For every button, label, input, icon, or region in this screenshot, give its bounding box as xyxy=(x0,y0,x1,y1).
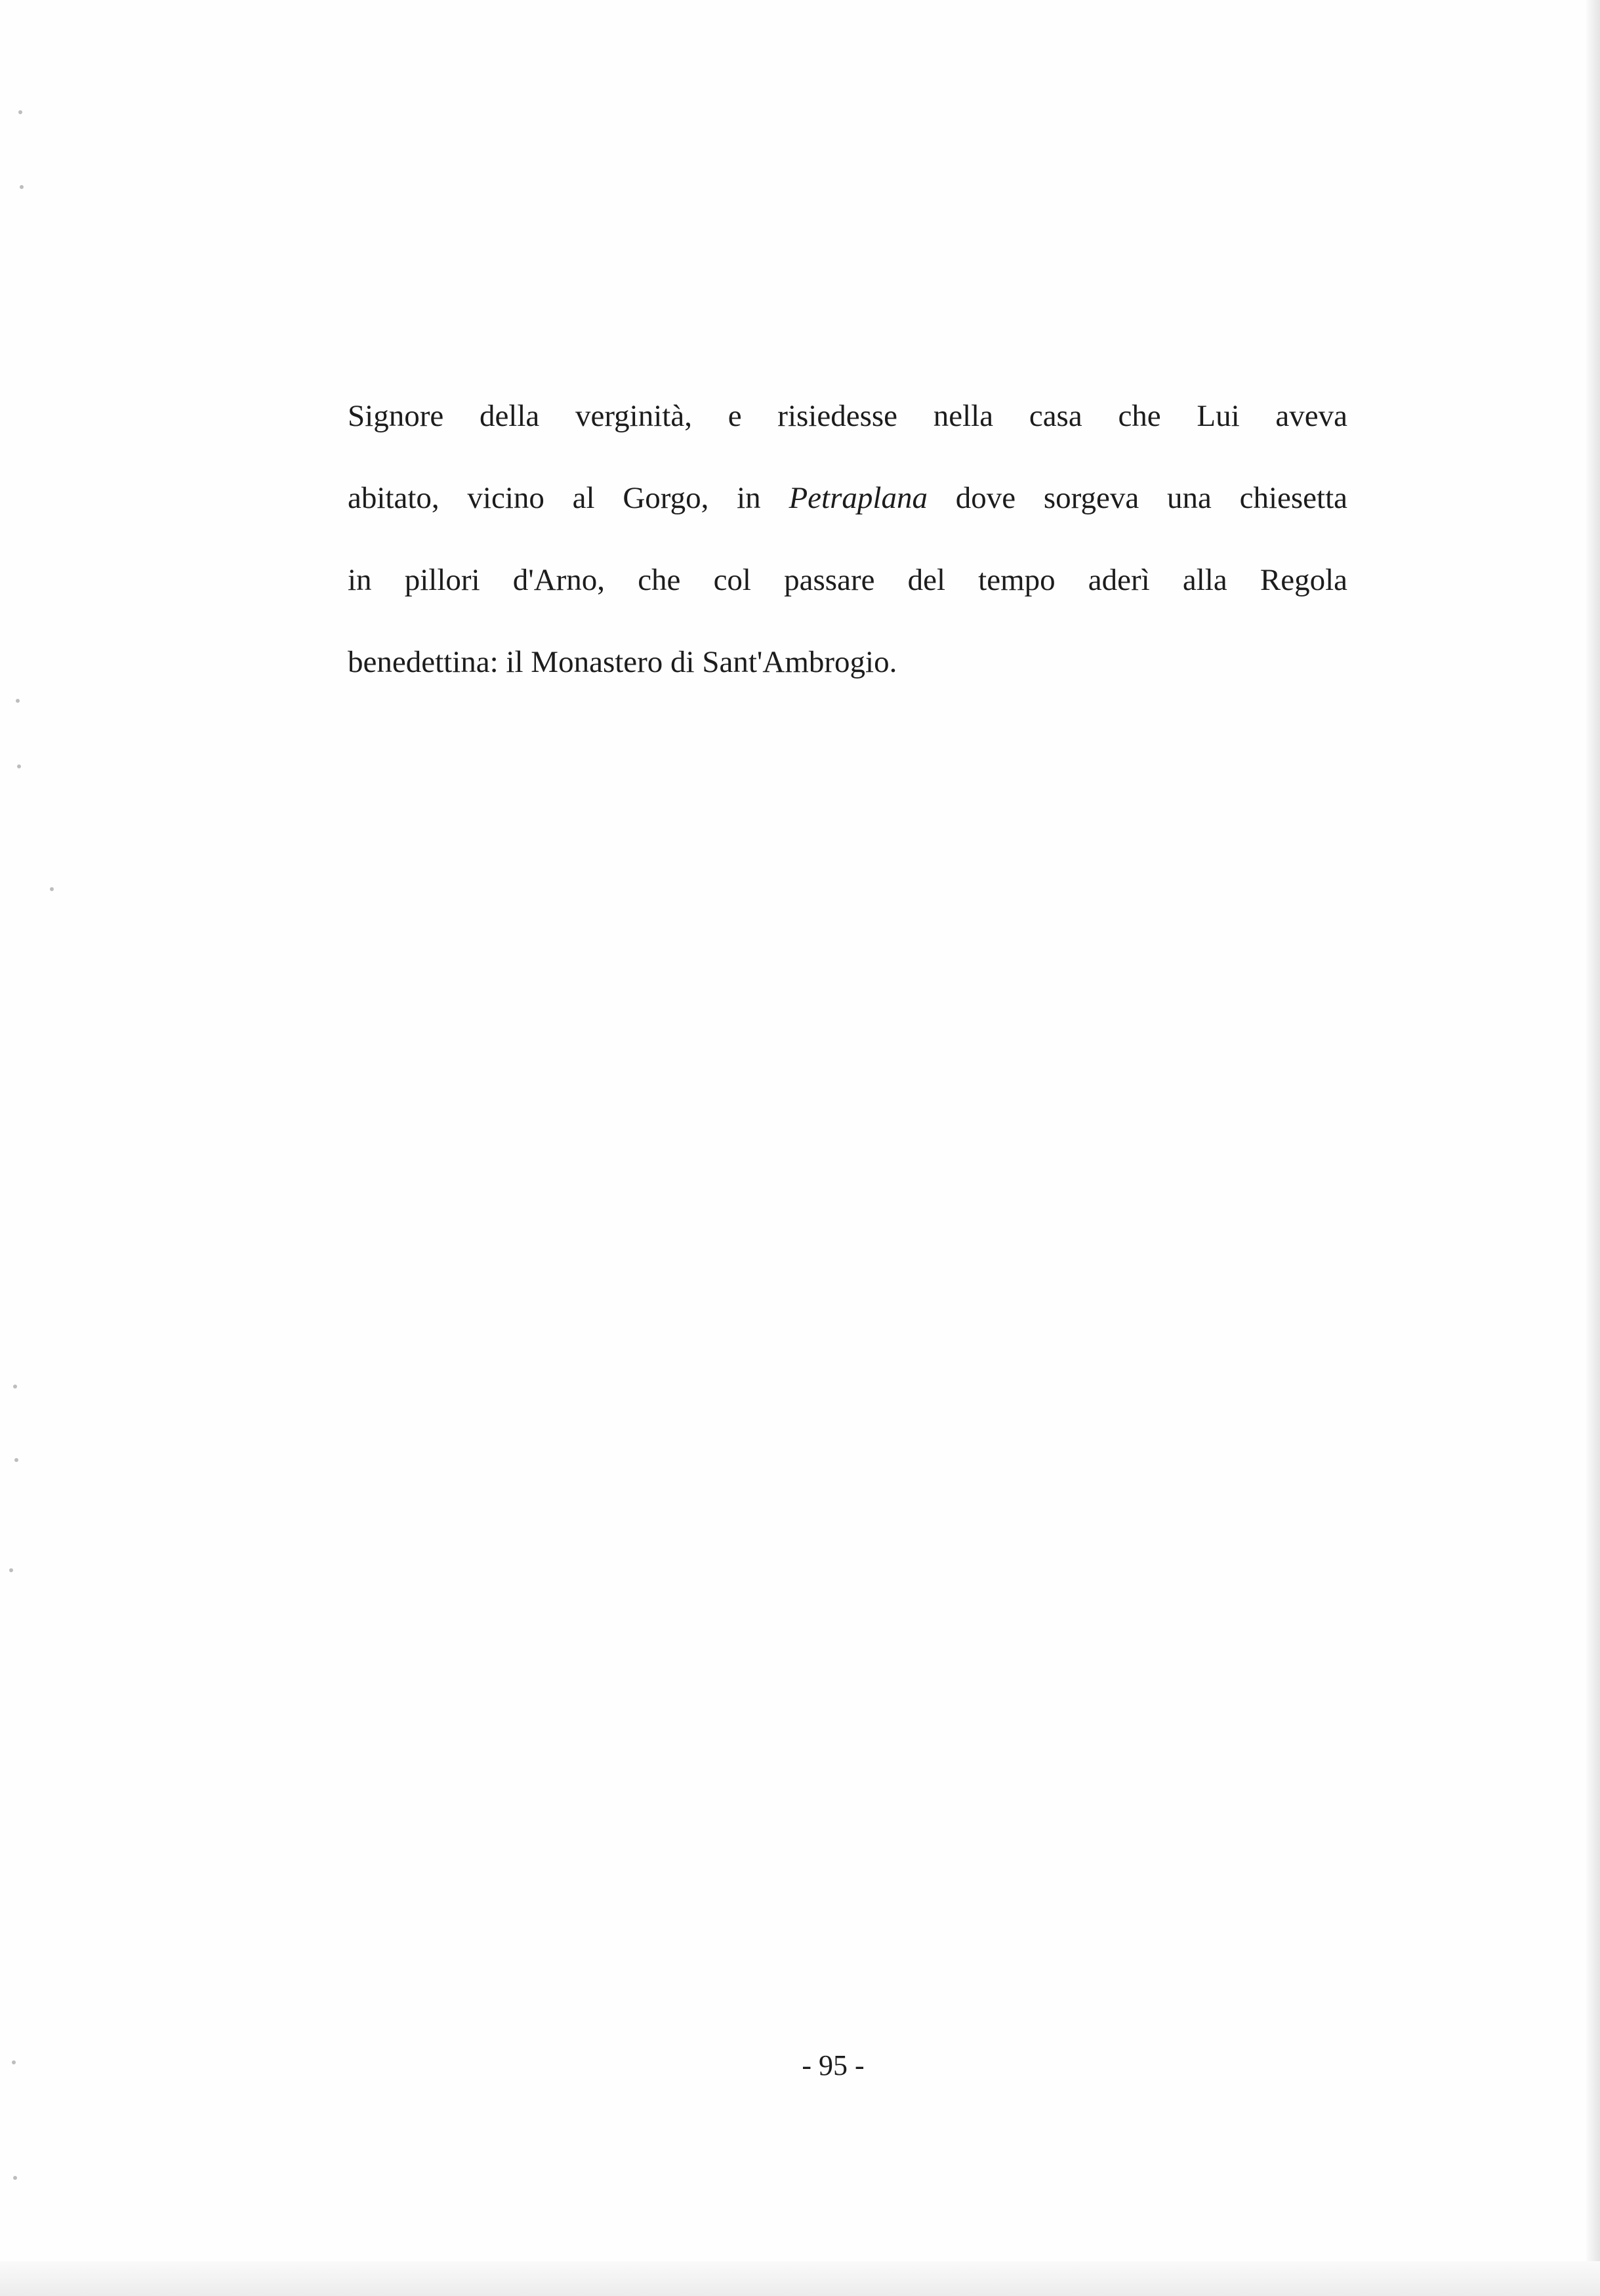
margin-speck xyxy=(13,1385,17,1388)
text-line-2 xyxy=(348,457,1347,539)
margin-speck xyxy=(50,887,54,891)
margin-speck xyxy=(9,1568,13,1572)
margin-speck xyxy=(20,185,24,189)
place-name-italic: Petraplana xyxy=(789,481,928,515)
text-line-3: in pillori d'Arno, che col passare del tempo aderì alla Regola xyxy=(348,563,1347,597)
margin-speck xyxy=(16,699,20,703)
body-paragraph xyxy=(348,375,1347,703)
scan-edge-bottom xyxy=(0,2261,1600,2296)
scan-edge-right xyxy=(1586,0,1600,2296)
margin-speck xyxy=(14,1458,18,1462)
text-line-2-start: abitato, vicino al Gorgo, in xyxy=(348,481,789,515)
text-line-4: benedettina: il Monastero di Sant'Ambrogio. xyxy=(348,645,897,679)
margin-speck xyxy=(13,2176,17,2180)
margin-speck xyxy=(18,110,22,114)
page-number: - 95 - xyxy=(802,2049,865,2081)
margin-speck xyxy=(17,764,21,768)
text-line-2-end: dove sorgeva una chiesetta xyxy=(927,481,1347,515)
text-line-1: Signore della verginità, e risiedesse nella casa che Lui aveva xyxy=(348,399,1347,433)
margin-speck xyxy=(12,2060,16,2064)
